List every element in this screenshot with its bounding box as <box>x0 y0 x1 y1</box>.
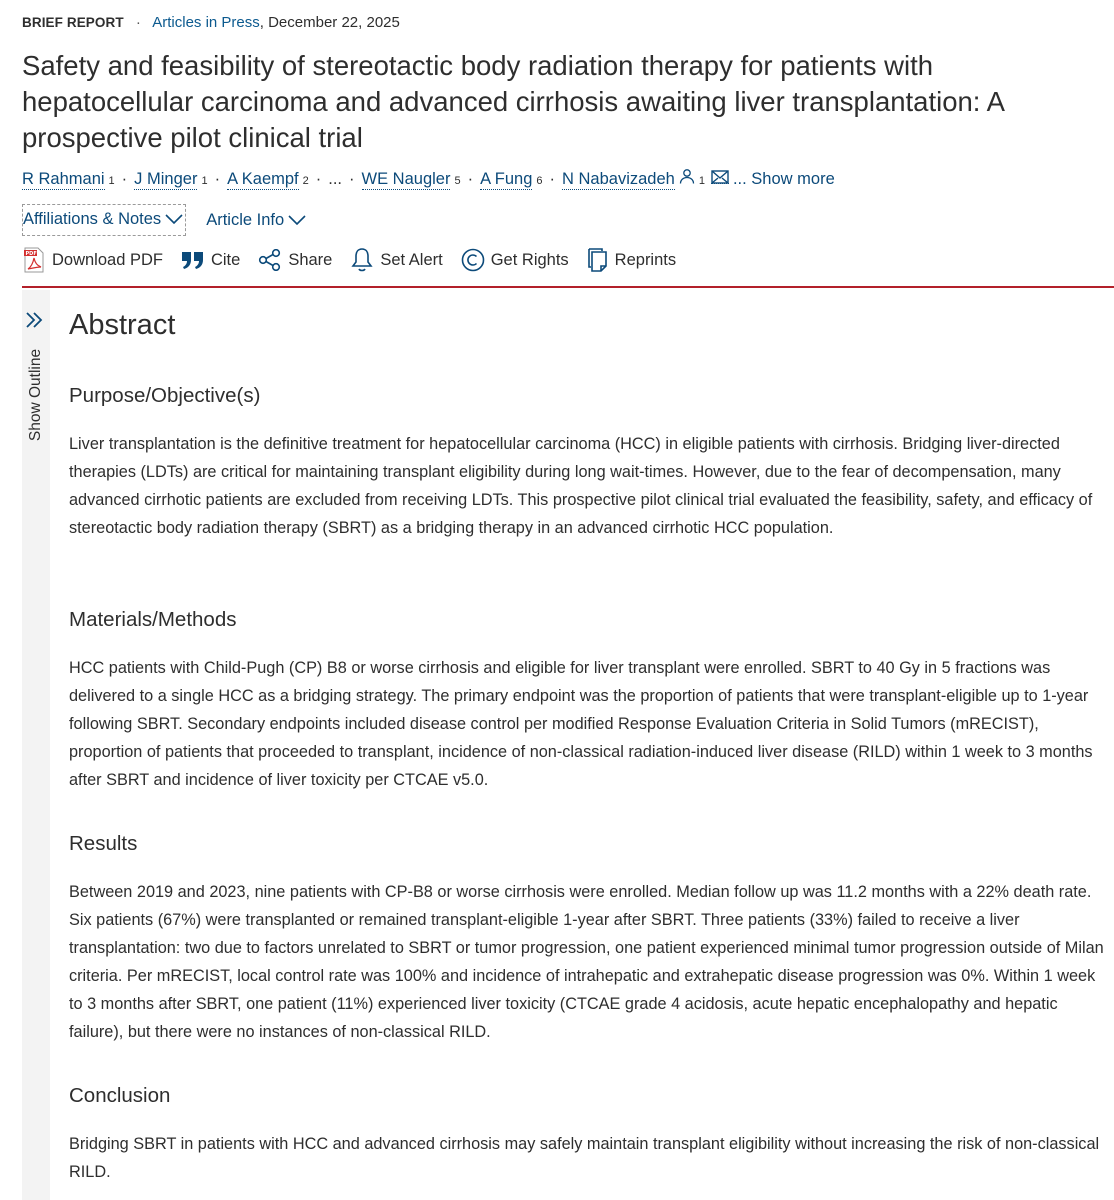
info-toggles <box>22 204 306 236</box>
reprints-label: Reprints <box>614 250 677 269</box>
section-text-conclusion: Bridging SBRT in patients with HCC and advanced cirrhosis may safely maintain transplant eligibility without increasing the risk of non-classical RILD. <box>69 1135 1100 1181</box>
reprints-icon <box>587 247 609 273</box>
get-rights-button[interactable] <box>461 248 569 272</box>
section-heading-conclusion: Conclusion <box>69 1084 171 1107</box>
article-info-toggle[interactable] <box>206 211 306 230</box>
affiliation-sup: 1 <box>698 175 705 187</box>
article-meta <box>22 14 400 31</box>
cite-label: Cite <box>210 250 241 269</box>
author-list <box>22 168 835 190</box>
separator: · <box>549 170 556 188</box>
affiliation-sup: 5 <box>454 175 461 187</box>
reprints-button[interactable] <box>587 247 676 273</box>
separator: · <box>349 170 355 188</box>
affiliation-sup: 1 <box>108 175 115 187</box>
author-link[interactable]: A Fung <box>480 170 533 188</box>
section-text-purpose: Liver transplantation is the definitive treatment for hepatocellular carcinoma (HCC) in eligible patients with cirrhosis. Bridging liver-directed therapies (LDTs) are critical for maintaining transplant eligibility during long wait-times. However, due to the fear of decompensation, many advanced cirrhotic patients are excluded from receiving LDTs. This prospective pilot clinical trial evaluated the feasibility, safety, and efficacy of stereotactic body radiation therapy (SBRT) as a bridging therapy in an advanced cirrhotic HCC population. <box>69 435 1093 537</box>
publication-date: , December 22, 2025 <box>259 14 400 31</box>
separator: · <box>467 170 474 188</box>
download-pdf-label: Download PDF <box>52 250 163 269</box>
envelope-icon[interactable] <box>711 170 729 184</box>
set-alert-button[interactable] <box>350 247 442 273</box>
separator: · <box>135 14 141 31</box>
section-heading-purpose: Purpose/Objective(s) <box>69 384 261 407</box>
section-heading-results: Results <box>69 832 138 855</box>
show-more-authors-button[interactable]: ... Show more <box>732 170 835 188</box>
bell-icon <box>350 247 374 273</box>
get-rights-label: Get Rights <box>490 250 569 269</box>
affiliation-sup: 1 <box>201 175 208 187</box>
abstract-heading: Abstract <box>69 309 176 341</box>
divider <box>22 286 1114 288</box>
chevron-down-icon <box>288 215 306 225</box>
article-title: Safety and feasibility of stereotactic body radiation therapy for patients with hepatocellular carcinoma and advanced cirrhosis awaiting liver transplantation: A prospective pilot clinical trial <box>22 50 1004 153</box>
set-alert-label: Set Alert <box>380 250 443 269</box>
separator: · <box>214 170 221 188</box>
share-button[interactable] <box>258 249 332 271</box>
authors-ellipsis: ... <box>328 170 343 188</box>
double-chevron-right-icon[interactable] <box>24 310 44 330</box>
author-link[interactable]: R Rahmani <box>22 170 105 188</box>
separator: · <box>315 170 322 188</box>
affiliation-sup: 2 <box>302 175 309 187</box>
article-type: BRIEF REPORT <box>22 15 124 30</box>
share-label: Share <box>288 250 333 269</box>
svg-text:PDF: PDF <box>25 251 37 257</box>
show-outline-button[interactable]: Show Outline <box>27 348 44 442</box>
pdf-icon <box>22 247 46 273</box>
author-link[interactable]: N Nabavizadeh <box>562 170 675 188</box>
articles-in-press-link[interactable]: Articles in Press <box>152 14 260 31</box>
separator: · <box>121 170 128 188</box>
section-heading-methods: Materials/Methods <box>69 608 237 631</box>
author-link[interactable]: J Minger <box>134 170 198 188</box>
affiliations-label: Affiliations & Notes <box>23 209 162 228</box>
copyright-icon <box>461 248 485 272</box>
quote-icon <box>181 250 205 270</box>
author-link[interactable]: WE Naugler <box>361 170 451 188</box>
cite-button[interactable] <box>181 250 240 270</box>
affiliation-sup: 6 <box>536 175 543 187</box>
chevron-down-icon <box>165 214 183 224</box>
person-icon <box>679 168 695 184</box>
download-pdf-button[interactable] <box>22 247 163 273</box>
article-toolbar <box>22 247 694 273</box>
article-info-label: Article Info <box>206 210 285 229</box>
share-icon <box>258 249 282 271</box>
section-text-results: Between 2019 and 2023, nine patients with CP-B8 or worse cirrhosis were enrolled. Median follow up was 11.2 months with a 22% death rate. Six patients (67%) were transplanted or remained transplant-eligible 1-year after SBRT. Three patients (33%) failed to receive a liver transplantation: two due to factors unrelated to SBRT or tumor progression, one patient experienced minimal tumor progression outside of Milan criteria. Per mRECIST, local control rate was 100% and incidence of intrahepatic and extrahepatic disease progression was 0%. Within 1 week to 3 months after SBRT, one patient (11%) experienced liver toxicity (CTCAE grade 4 acidosis, acute hepatic encephalopathy and hepatic failure), but there were no instances of non-classical RILD. <box>69 883 1104 1041</box>
section-text-methods: HCC patients with Child-Pugh (CP) B8 or worse cirrhosis and eligible for liver transplant were enrolled. SBRT to 40 Gy in 5 fractions was delivered to a single HCC as a bridging strategy. The primary endpoint was the proportion of patients that were transplant-eligible up to 1-year following SBRT. Secondary endpoints included disease control per modified Response Evaluation Criteria in Solid Tumors (mRECIST), proportion of patients that proceeded to transplant, incidence of non-classical radiation-induced liver disease (RILD) within 1 week to 3 months after SBRT and incidence of liver toxicity per CTCAE v5.0. <box>69 659 1093 789</box>
affiliations-notes-toggle[interactable] <box>22 204 186 236</box>
author-link[interactable]: A Kaempf <box>227 170 299 188</box>
